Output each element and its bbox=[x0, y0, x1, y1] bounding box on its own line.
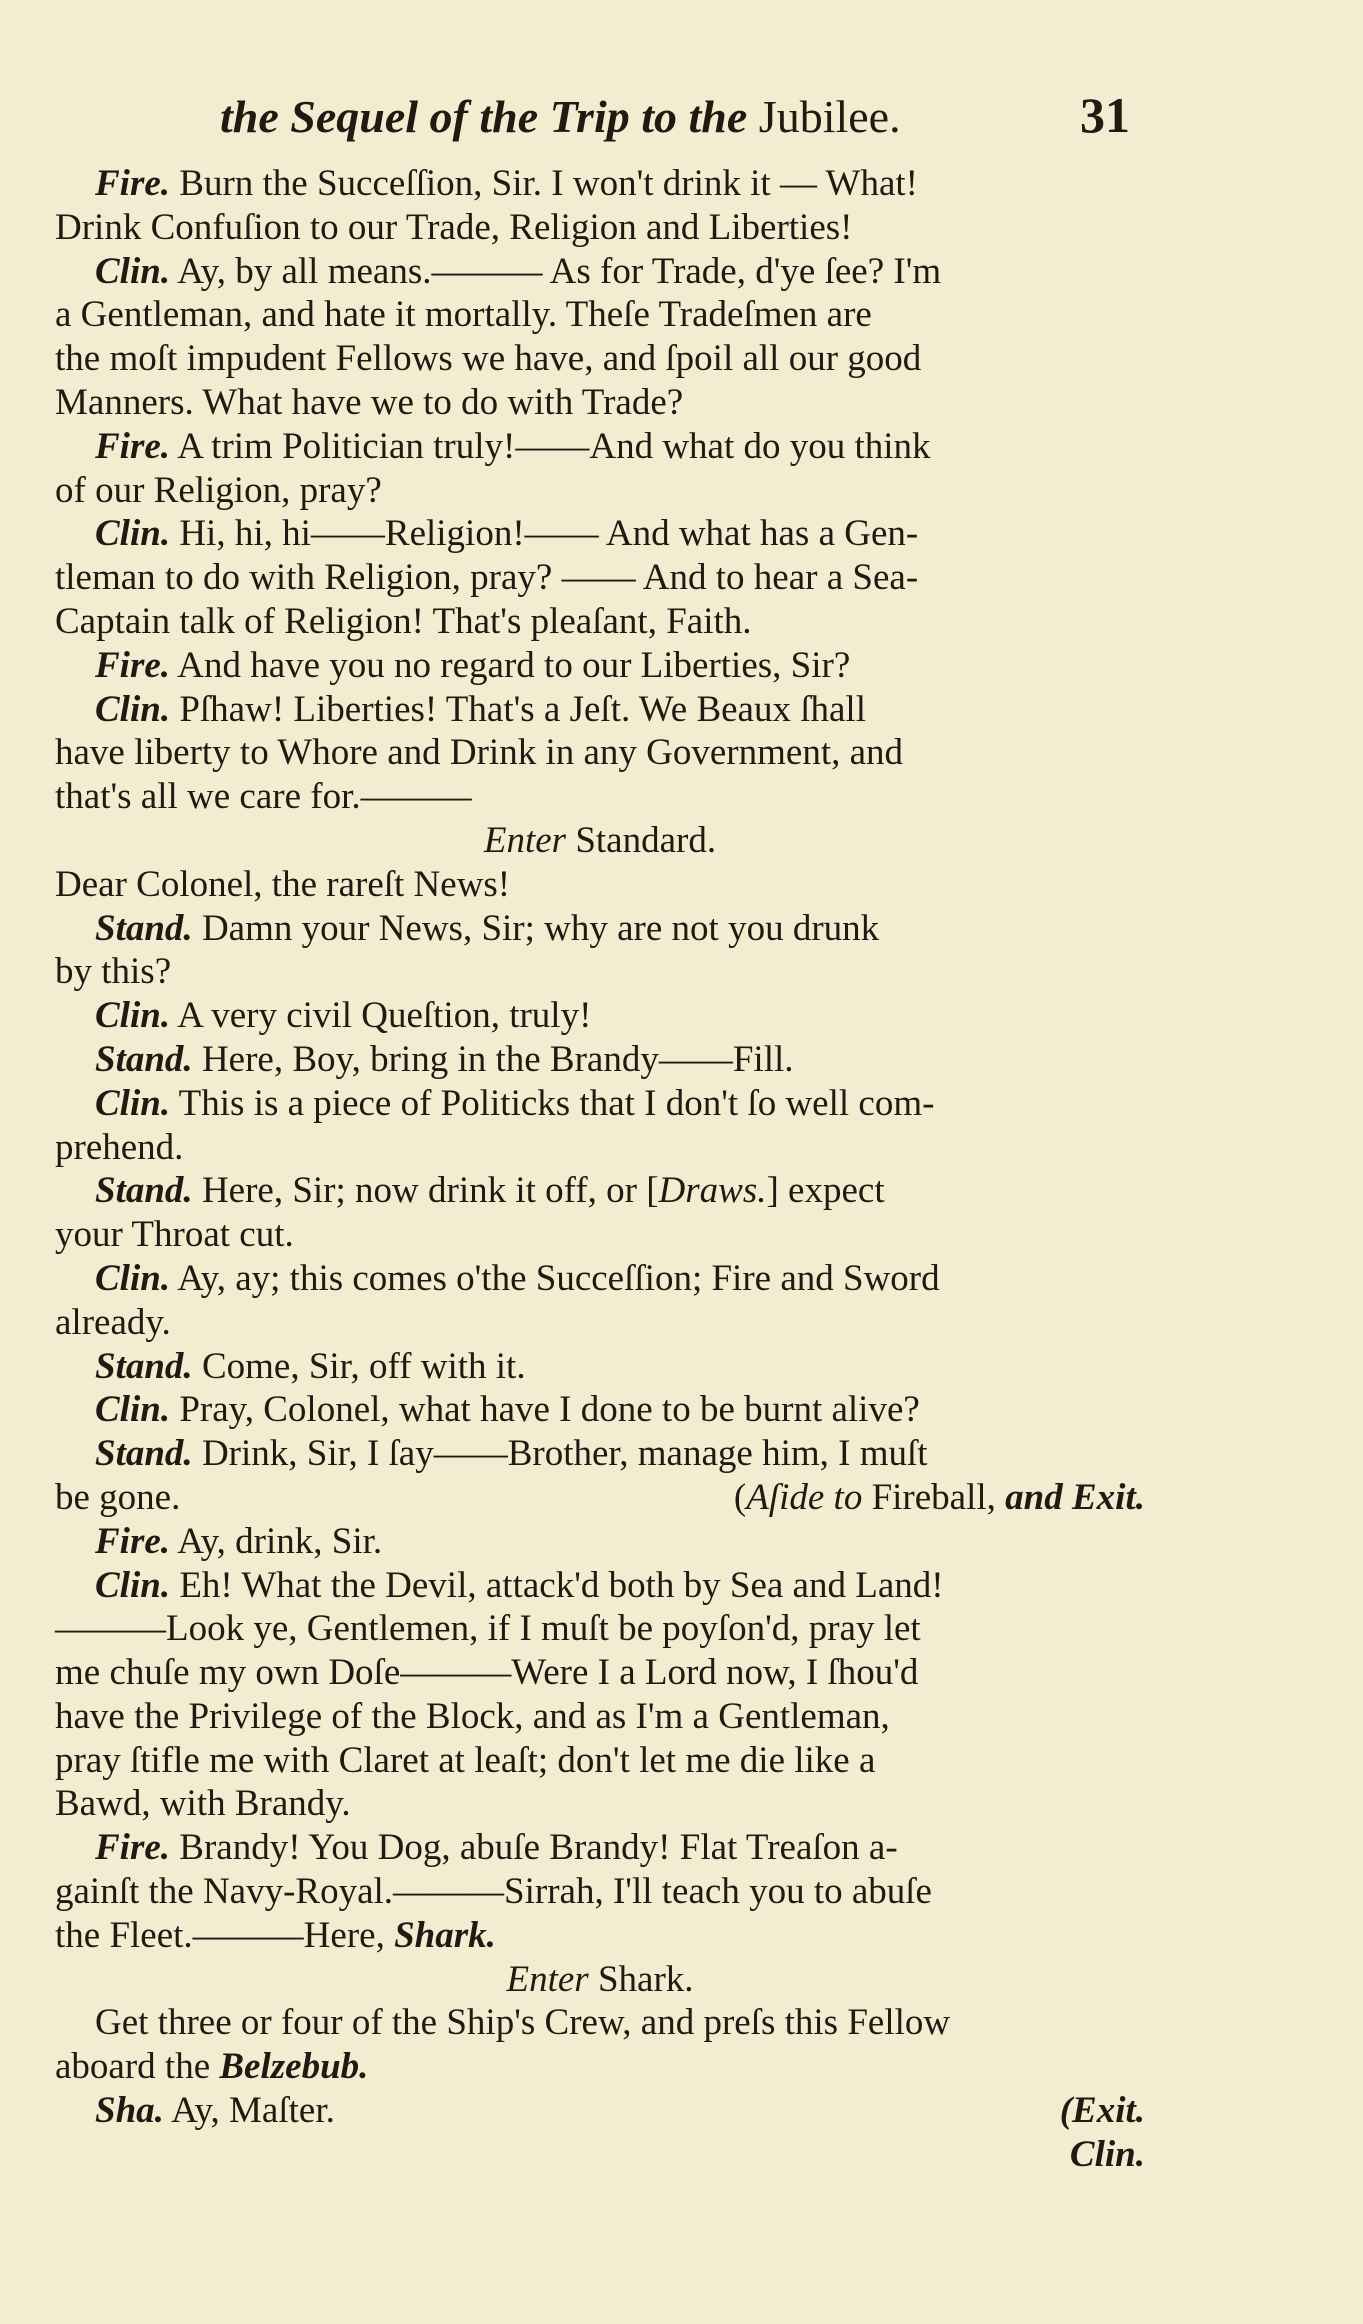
text-line bbox=[55, 1301, 1145, 1345]
text-line bbox=[55, 337, 1145, 381]
line-text: Here, Sir; now drink it off, or [ bbox=[192, 1170, 659, 1212]
line-text: have liberty to Whore and Drink in any Government, and bbox=[55, 732, 904, 774]
line-text: me chuſe my own Doſe———Were I a Lord now, I ſhou'd bbox=[55, 1652, 919, 1694]
text-line bbox=[55, 1520, 1145, 1564]
enter-word: Enter bbox=[506, 1958, 589, 2000]
line-text: A very civil Queſtion, truly! bbox=[170, 995, 592, 1037]
running-title-italic: the Sequel of the Trip to the bbox=[220, 91, 748, 142]
speaker-name: Stand. bbox=[95, 1038, 193, 1080]
text-line bbox=[55, 775, 1145, 819]
text-line bbox=[55, 425, 1145, 469]
line-text: already. bbox=[55, 1301, 171, 1343]
line-text: the moſt impudent Fellows we have, and ſpoil all our good bbox=[55, 338, 922, 380]
speaker-name: Stand. bbox=[95, 1170, 193, 1212]
line-text: ———Look ye, Gentlemen, if I muſt be poyſon'd, pray let bbox=[55, 1608, 921, 1650]
stage-direction bbox=[55, 819, 1145, 863]
line-text: have the Privilege of the Block, and as I'm a Gentleman, bbox=[55, 1695, 890, 1737]
line-text: Dear Colonel, the rareſt News! bbox=[55, 863, 511, 905]
line-text: your Throat cut. bbox=[55, 1214, 294, 1256]
speaker-name: Clin. bbox=[95, 1389, 171, 1431]
line-text: a Gentleman, and hate it mortally. Theſe Tradeſmen are bbox=[55, 294, 872, 336]
exit-label: and Exit. bbox=[1005, 1476, 1145, 1518]
line-text: Get three or four of the Ship's Crew, and preſs this Fellow bbox=[95, 2002, 951, 2044]
exit-direction: (Exit. bbox=[1059, 2090, 1145, 2132]
text-line bbox=[55, 162, 1145, 206]
text-line bbox=[55, 1739, 1145, 1783]
page-body bbox=[55, 162, 1145, 2177]
line-text: Standard. bbox=[566, 819, 717, 861]
text-line bbox=[55, 1038, 1145, 1082]
enter-word: Enter bbox=[483, 819, 567, 861]
catchword: Clin. bbox=[1069, 2133, 1145, 2175]
line-text: Manners. What have we to do with Trade? bbox=[55, 381, 684, 423]
text-line bbox=[55, 950, 1145, 994]
line-text: And have you no regard to our Liberties, Sir? bbox=[170, 644, 851, 686]
ship-name: Belzebub. bbox=[219, 2046, 369, 2088]
line-text: of our Religion, pray? bbox=[55, 469, 382, 511]
text-line bbox=[55, 206, 1145, 250]
text-line bbox=[55, 863, 1145, 907]
text-line bbox=[55, 250, 1145, 294]
page-number: 31 bbox=[1080, 87, 1130, 143]
line-text: the Fleet.———Here, bbox=[55, 1914, 395, 1956]
speaker-name: Stand. bbox=[95, 1433, 193, 1475]
text-line bbox=[55, 2089, 1145, 2133]
text-line bbox=[55, 1914, 1145, 1958]
line-text: Here, Boy, bring in the Brandy——Fill. bbox=[192, 1038, 794, 1080]
line-text: Pray, Colonel, what have I done to be burnt alive? bbox=[170, 1389, 920, 1431]
line-text: prehend. bbox=[55, 1126, 184, 1168]
text-line bbox=[55, 600, 1145, 644]
text-line bbox=[55, 994, 1145, 1038]
line-text: Ay, drink, Sir. bbox=[170, 1520, 383, 1562]
line-text: Damn your News, Sir; why are not you drunk bbox=[192, 907, 880, 949]
text-line bbox=[55, 1782, 1145, 1826]
aside-direction bbox=[734, 1476, 1145, 1520]
speaker-name: Stand. bbox=[95, 907, 193, 949]
text-line bbox=[55, 2001, 1145, 2045]
line-text: This is a piece of Politicks that I don't ſo well com- bbox=[170, 1082, 935, 1124]
line-text: Brandy! You Dog, abuſe Brandy! Flat Treaſon a- bbox=[170, 1827, 898, 1869]
text-line bbox=[55, 1345, 1145, 1389]
text-line bbox=[55, 2045, 1145, 2089]
text-line bbox=[55, 1432, 1145, 1476]
line-text: Come, Sir, off with it. bbox=[192, 1345, 526, 1387]
text-line bbox=[55, 731, 1145, 775]
text-line bbox=[55, 1213, 1145, 1257]
line-text: Ay, ay; this comes o'the Succeſſion; Fire and Sword bbox=[170, 1257, 940, 1299]
line-text: Bawd, with Brandy. bbox=[55, 1783, 351, 1825]
stage-direction bbox=[55, 1958, 1145, 2002]
speaker-name: Clin. bbox=[95, 688, 171, 730]
aside-target: Fireball, bbox=[862, 1476, 1006, 1518]
line-text: by this? bbox=[55, 951, 172, 993]
speaker-name: Fire. bbox=[95, 644, 171, 686]
speaker-name: Clin. bbox=[95, 1082, 171, 1124]
running-head bbox=[220, 90, 901, 143]
speaker-name: Clin. bbox=[95, 250, 171, 292]
line-text: Captain talk of Religion! That's pleaſant, Faith. bbox=[55, 600, 752, 642]
aside-label: Aſide to bbox=[746, 1476, 863, 1518]
stage-direction-inline: Draws. bbox=[658, 1170, 767, 1212]
catchword-line bbox=[55, 2133, 1145, 2177]
speaker-name: Sha. bbox=[95, 2090, 164, 2132]
line-text: Burn the Succeſſion, Sir. I won't drink it — What! bbox=[170, 163, 918, 204]
text-line bbox=[55, 1651, 1145, 1695]
line-text: Pſhaw! Liberties! That's a Jeſt. We Beaux ſhall bbox=[170, 688, 866, 730]
line-text: Ay, Maſter. bbox=[163, 2090, 335, 2132]
text-line bbox=[55, 1257, 1145, 1301]
text-line bbox=[55, 381, 1145, 425]
text-line bbox=[55, 1476, 1145, 1520]
text-line bbox=[55, 1082, 1145, 1126]
text-line bbox=[55, 512, 1145, 556]
line-text: gainſt the Navy-Royal.———Sirrah, I'll teach you to abuſe bbox=[55, 1871, 932, 1913]
speaker-name: Clin. bbox=[95, 1564, 171, 1606]
text-line bbox=[55, 1388, 1145, 1432]
text-line bbox=[55, 644, 1145, 688]
character-name-inline: Shark. bbox=[394, 1914, 496, 1956]
speaker-name: Clin. bbox=[95, 995, 171, 1037]
text-line bbox=[55, 469, 1145, 513]
running-title-upright: Jubilee. bbox=[758, 91, 901, 142]
aside-paren: ( bbox=[733, 1476, 747, 1518]
line-text: ] expect bbox=[766, 1170, 885, 1212]
line-text: Shark. bbox=[588, 1958, 694, 2000]
text-line bbox=[55, 688, 1145, 732]
line-text: pray ſtifle me with Claret at leaſt; don't let me die like a bbox=[55, 1739, 876, 1781]
text-line bbox=[55, 293, 1145, 337]
speaker-name: Clin. bbox=[95, 513, 171, 555]
text-line bbox=[55, 556, 1145, 600]
text-line bbox=[55, 1564, 1145, 1608]
speaker-name: Stand. bbox=[95, 1345, 193, 1387]
line-text: Eh! What the Devil, attack'd both by Sea and Land! bbox=[170, 1564, 944, 1606]
line-text: Drink Confuſion to our Trade, Religion and Liberties! bbox=[55, 206, 853, 248]
line-text: Hi, hi, hi——Religion!—— And what has a Gen- bbox=[170, 513, 919, 555]
text-line bbox=[55, 1826, 1145, 1870]
speaker-name: Fire. bbox=[95, 1827, 171, 1869]
line-text: A trim Politician truly!——And what do you think bbox=[170, 425, 931, 467]
text-line bbox=[55, 1126, 1145, 1170]
line-text: aboard the bbox=[55, 2046, 220, 2088]
line-text: Drink, Sir, I ſay——Brother, manage him, I muſt bbox=[192, 1433, 928, 1475]
text-line bbox=[55, 1695, 1145, 1739]
page-header bbox=[0, 72, 1363, 152]
speaker-name: Fire. bbox=[95, 163, 171, 204]
line-text: tleman to do with Religion, pray? —— And to hear a Sea- bbox=[55, 557, 919, 599]
speaker-name: Fire. bbox=[95, 425, 171, 467]
text-line bbox=[55, 1870, 1145, 1914]
line-text: Ay, by all means.——— As for Trade, d'ye ſee? I'm bbox=[170, 250, 942, 292]
text-line bbox=[55, 1607, 1145, 1651]
line-text: be gone. bbox=[55, 1476, 181, 1518]
text-line bbox=[55, 907, 1145, 951]
speaker-name: Fire. bbox=[95, 1520, 171, 1562]
text-line bbox=[55, 1169, 1145, 1213]
line-text: that's all we care for.——— bbox=[55, 776, 472, 818]
speaker-name: Clin. bbox=[95, 1257, 171, 1299]
